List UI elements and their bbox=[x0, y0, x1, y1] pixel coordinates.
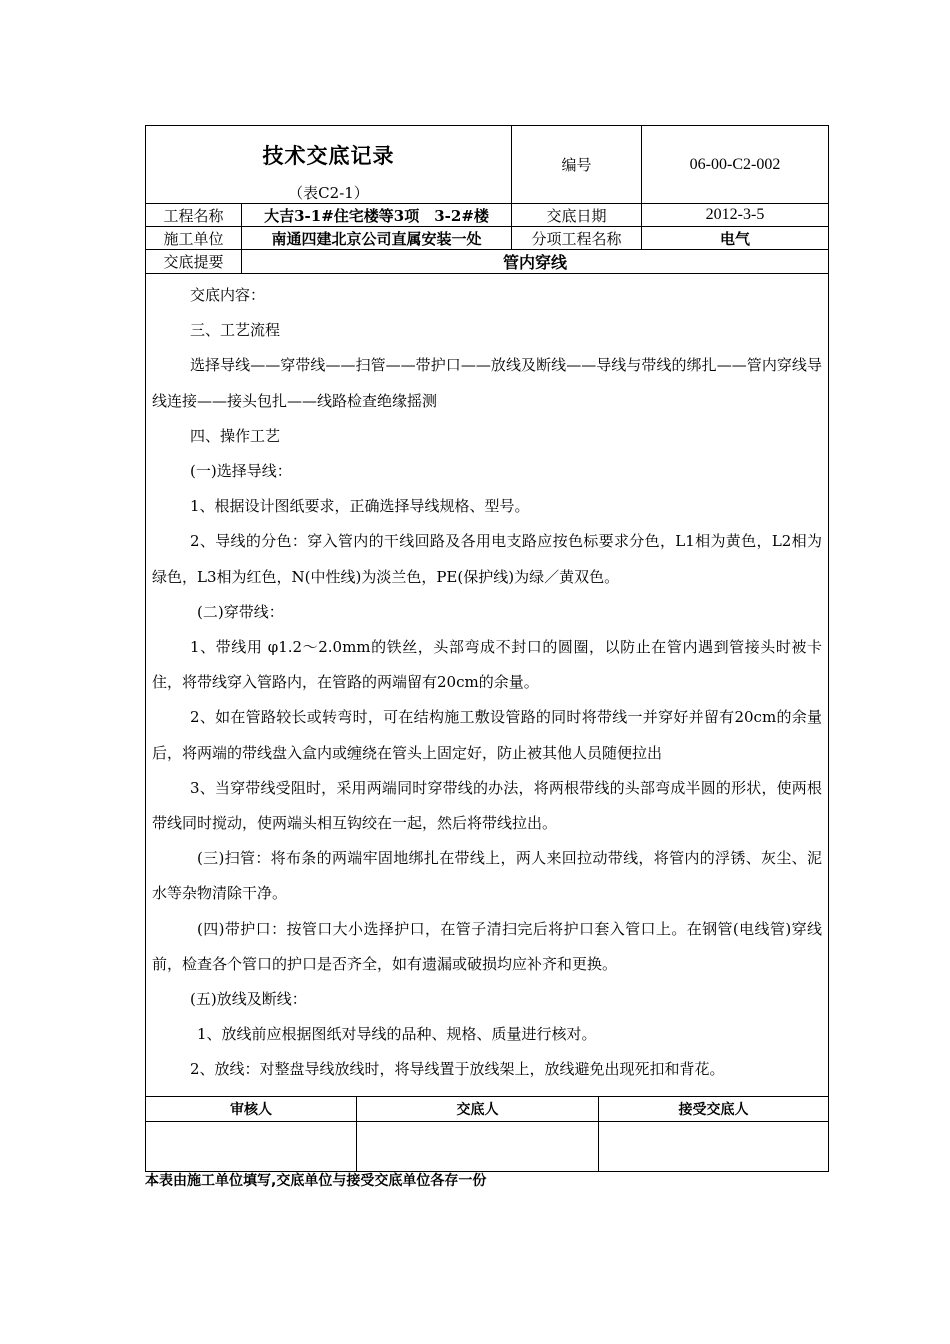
content-line: (一)选择导线： bbox=[190, 462, 292, 481]
title-cell bbox=[146, 126, 512, 204]
signature-table bbox=[145, 1096, 829, 1172]
project-name-label: 工程名称 bbox=[146, 204, 242, 227]
header-table bbox=[145, 125, 829, 1097]
disclosure-content bbox=[146, 274, 828, 1096]
summary-label: 交底提要 bbox=[146, 250, 242, 274]
sub-project-label: 分项工程名称 bbox=[512, 227, 642, 250]
summary-value: 管内穿线 bbox=[242, 250, 829, 274]
content-line: 选择导线——穿带线——扫管——带护口——放线及断线——导线与带线的绑扎——管内穿线导线连接——接头包扎——线路检查绝缘摇测 bbox=[152, 356, 822, 410]
content-line: 三、工艺流程 bbox=[190, 321, 281, 340]
form-subtitle: （表C2-1） bbox=[288, 184, 369, 202]
content-line: 四、操作工艺 bbox=[190, 426, 281, 445]
number-value: 06-00-C2-002 bbox=[642, 126, 829, 204]
content-line: 2、放线：对整盘导线放线时，将导线置于放线架上，放线避免出现死扣和背花。 bbox=[190, 1060, 725, 1079]
form-title: 技术交底记录 bbox=[262, 143, 395, 168]
content-line: (四)带护口：按管口大小选择护口，在管子清扫完后将护口套入管口上。在钢管(电线管)穿线前，检查各个管口的护口是否齐全，如有遗漏或破损均应补齐和更换。 bbox=[152, 919, 822, 973]
receiver-label: 接受交底人 bbox=[599, 1096, 829, 1121]
sub-project-value: 电气 bbox=[642, 227, 829, 250]
content-line: 1、放线前应根据图纸对导线的品种、规格、质量进行核对。 bbox=[197, 1025, 597, 1044]
content-line: 3、当穿带线受阻时，采用两端同时穿带线的办法，将两根带线的头部弯成半圆的形状，使两根带线同时搅动，使两端头相互钩绞在一起，然后将带线拉出。 bbox=[152, 778, 822, 833]
content-line: 2、导线的分色：穿入管内的干线回路及各用电支路应按色标要求分色，L1相为黄色，L2相为绿色，L3相为红色，N(中性线)为淡兰色，PE(保护线)为绿／黄双色。 bbox=[152, 532, 822, 586]
reviewer-signature-field[interactable] bbox=[146, 1121, 357, 1171]
content-line: (二)穿带线： bbox=[197, 602, 284, 621]
content-line: 2、如在管路较长或转弯时，可在结构施工敷设管路的同时将带线一并穿好并留有20cm的余量后，将两端的带线盘入盒内或缠绕在管头上固定好，防止被其他人员随便拉出 bbox=[152, 708, 822, 762]
project-name-value: 大吉3-1#住宅楼等3项 3-2#楼 bbox=[242, 204, 512, 227]
content-line: 1、根据设计图纸要求，正确选择导线规格、型号。 bbox=[190, 497, 530, 516]
discloser-signature-field[interactable] bbox=[357, 1121, 599, 1171]
content-line: 1、带线用 φ1.2～2.0mm的铁丝，头部弯成不封口的圆圈，以防止在管内遇到管接头时被卡住，将带线穿入管路内，在管路的两端留有20cm的余量。 bbox=[152, 638, 822, 692]
content-cell bbox=[146, 274, 829, 1097]
content-line: (五)放线及断线： bbox=[190, 990, 307, 1009]
unit-value: 南通四建北京公司直属安装一处 bbox=[242, 227, 512, 250]
unit-label: 施工单位 bbox=[146, 227, 242, 250]
content-line: 交底内容： bbox=[190, 286, 266, 304]
reviewer-label: 审核人 bbox=[146, 1096, 357, 1121]
discloser-label: 交底人 bbox=[357, 1096, 599, 1121]
document-page bbox=[145, 125, 828, 1172]
number-label: 编号 bbox=[512, 126, 642, 204]
date-value: 2012-3-5 bbox=[642, 204, 829, 227]
content-line: (三)扫管：将布条的两端牢固地绑扎在带线上，两人来回拉动带线，将管内的浮锈、灰尘、泥水等杂物清除干净。 bbox=[152, 849, 822, 903]
footnote: 本表由施工单位填写,交底单位与接受交底单位各存一份 bbox=[145, 1173, 487, 1189]
date-label: 交底日期 bbox=[512, 204, 642, 227]
receiver-signature-field[interactable] bbox=[599, 1121, 829, 1171]
